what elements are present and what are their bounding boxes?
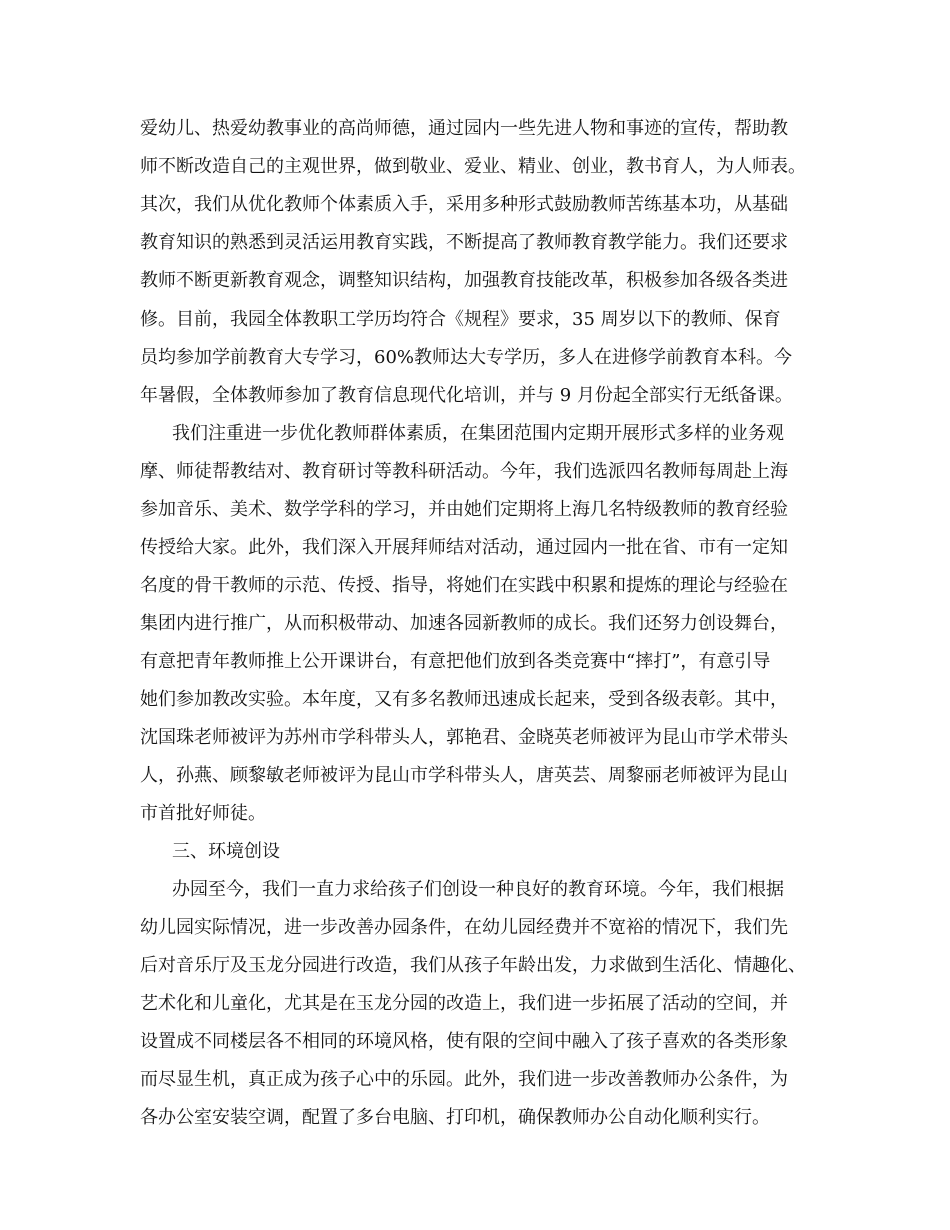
- text-line: 人，孙燕、顾黎敏老师被评为昆山市学科带头人，唐英芸、周黎丽老师被评为昆山: [140, 765, 788, 786]
- section-heading: 三、环境创设: [172, 841, 280, 862]
- text-line: 教师不断更新教育观念，调整知识结构，加强教育技能改革，积极参加各级各类进: [140, 270, 788, 291]
- text-line: 各办公室安装空调，配置了多台电脑、打印机，确保教师办公自动化顺利实行。: [140, 1107, 770, 1128]
- text-line: 爱幼儿、热爱幼教事业的高尚师德，通过园内一些先进人物和事迹的宣传，帮助教: [140, 118, 788, 139]
- text-line: 艺术化和儿童化，尤其是在玉龙分园的改造上，我们进一步拓展了活动的空间，并: [140, 993, 788, 1014]
- paragraph-first-line: 办园至今，我们一直力求给孩子们创设一种良好的教育环境。今年，我们根据: [172, 879, 784, 900]
- text-line: 而尽显生机，真正成为孩子心中的乐园。此外，我们进一步改善教师办公条件，为: [140, 1069, 788, 1090]
- text-line: 教育知识的熟悉到灵活运用教育实践，不断提高了教师教育教学能力。我们还要求: [140, 232, 788, 253]
- text-line: 设置成不同楼层各不相同的环境风格，使有限的空间中融入了孩子喜欢的各类形象: [140, 1031, 788, 1052]
- text-line: 市首批好师徒。: [140, 803, 266, 824]
- text-line: 其次，我们从优化教师个体素质入手，采用多种形式鼓励教师苦练基本功，从基础: [140, 194, 788, 215]
- text-line: 传授给大家。此外，我们深入开展拜师结对活动，通过园内一批在省、市有一定知: [140, 537, 788, 558]
- text-line: 摩、师徒帮教结对、教育研讨等教科研活动。今年，我们选派四名教师每周赴上海: [140, 461, 788, 482]
- paragraph-first-line: 我们注重进一步优化教师群体素质，在集团范围内定期开展形式多样的业务观: [172, 423, 784, 444]
- text-line: 修。目前，我园全体教职工学历均符合《规程》要求，35 周岁以下的教师、保育: [140, 309, 781, 330]
- text-line: 参加音乐、美术、数学学科的学习，并由她们定期将上海几名特级教师的教育经验: [140, 499, 788, 520]
- text-line: 员均参加学前教育大专学习，60%教师达大专学历，多人在进修学前教育本科。今: [140, 347, 793, 368]
- text-line: 名度的骨干教师的示范、传授、指导，将她们在实践中积累和提炼的理论与经验在: [140, 575, 788, 596]
- text-line: 年暑假，全体教师参加了教育信息现代化培训，并与 9 月份起全部实行无纸备课。: [140, 385, 793, 406]
- text-line: 幼儿园实际情况，进一步改善办园条件，在幼儿园经费并不宽裕的情况下，我们先: [140, 917, 788, 938]
- text-line: 后对音乐厅及玉龙分园进行改造，我们从孩子年龄出发，力求做到生活化、情趣化、: [140, 955, 806, 976]
- text-line: 有意把青年教师推上公开课讲台，有意把他们放到各类竞赛中“摔打”，有意引导: [140, 651, 771, 672]
- text-line: 师不断改造自己的主观世界，做到敬业、爱业、精业、创业，教书育人，为人师表。: [140, 156, 806, 177]
- text-line: 集团内进行推广，从而积极带动、加速各园新教师的成长。我们还努力创设舞台，: [140, 613, 788, 634]
- text-line: 她们参加教改实验。本年度，又有多名教师迅速成长起来，受到各级表彰。其中，: [140, 689, 788, 710]
- text-line: 沈国珠老师被评为苏州市学科带头人，郭艳君、金晓英老师被评为昆山市学术带头: [140, 727, 788, 748]
